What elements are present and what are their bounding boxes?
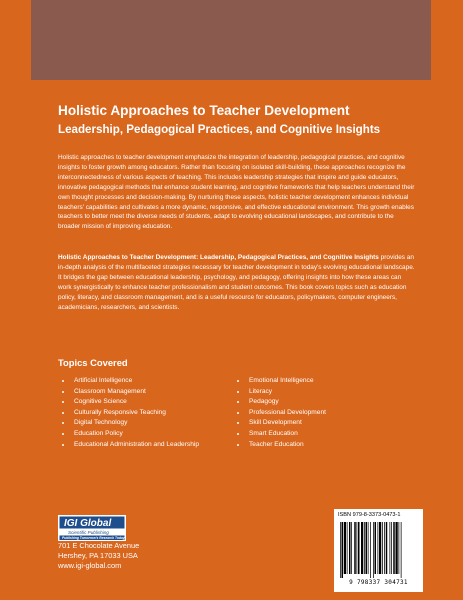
barcode-bar	[342, 522, 344, 578]
barcode-bar	[382, 522, 383, 574]
bullet-icon	[237, 401, 239, 403]
topic-item	[62, 418, 199, 429]
barcode-bar	[393, 522, 395, 574]
isbn-barcode	[334, 509, 423, 592]
barcode-bar	[373, 522, 374, 578]
topic-label: Professional Development	[249, 408, 326, 416]
publisher-website: www.igi-global.com	[58, 561, 122, 571]
topic-label: Classroom Management	[74, 387, 146, 395]
book-subtitle: Leadership, Pedagogical Practices, and Cognitive Insights	[58, 123, 381, 136]
bullet-icon	[237, 380, 239, 382]
barcode-bar	[366, 522, 368, 574]
barcode-bar	[349, 522, 351, 574]
barcode-bar	[390, 522, 391, 574]
topic-label: Pedagogy	[249, 398, 279, 406]
topic-label: Digital Technology	[74, 419, 128, 427]
barcode-bar	[358, 522, 360, 574]
topic-item	[62, 397, 199, 408]
bullet-icon	[237, 444, 239, 446]
barcode-bar	[344, 522, 346, 574]
bullet-icon	[62, 444, 64, 446]
topic-item	[62, 376, 199, 387]
bullet-icon	[237, 422, 239, 424]
barcode-bar	[361, 522, 363, 574]
topic-item	[62, 408, 199, 419]
topic-label: Education Policy	[74, 429, 123, 437]
barcode-bar	[384, 522, 385, 574]
topic-label: Teacher Education	[249, 440, 304, 448]
address-line-2: Hershey, PA 17033 USA	[58, 551, 138, 561]
topic-label: Cognitive Science	[74, 398, 127, 406]
barcode-bar	[351, 522, 352, 574]
topic-item	[237, 440, 326, 451]
bullet-icon	[62, 412, 64, 414]
logo-wordmark: IGI Global	[64, 518, 112, 529]
topic-item	[62, 429, 199, 440]
topic-label: Emotional Intelligence	[249, 377, 314, 384]
bullet-icon	[62, 433, 64, 435]
topic-label: Artificial Intelligence	[74, 377, 133, 384]
barcode-bar	[401, 522, 402, 578]
topic-item	[237, 387, 326, 398]
barcode-bar	[354, 522, 356, 574]
barcode-bar	[379, 522, 381, 574]
barcode-bar	[357, 522, 358, 574]
barcode-bar	[391, 522, 392, 574]
barcode-bar	[370, 522, 371, 578]
topic-item	[237, 397, 326, 408]
barcode-bar	[347, 522, 348, 574]
barcode-bars	[336, 520, 421, 578]
topic-label: Smart Education	[249, 429, 298, 437]
barcode-bar	[386, 522, 388, 574]
barcode-bar	[368, 522, 369, 574]
paragraph-2-bold-title: Holistic Approaches to Teacher Development: Leadership, Pedagogical Practices, and Cognitive Insights	[58, 254, 379, 261]
isbn-label: ISBN 979-8-3373-0473-1	[338, 512, 401, 518]
barcode-bar	[364, 522, 365, 574]
barcode-bar	[378, 522, 379, 574]
address-line-1: 701 E Chocolate Avenue	[58, 541, 140, 550]
logo-subtext: Scientific Publishing	[68, 530, 109, 535]
topic-item	[237, 408, 326, 419]
bullet-icon	[62, 401, 64, 403]
topics-list-right	[237, 376, 326, 450]
topic-label: Educational Administration and Leadership	[74, 440, 199, 448]
logo-tagline: Publishing Tomorrow's Research Today	[62, 536, 125, 541]
description-paragraph-1: Holistic approaches to teacher development emphasize the integration of leadership, pedagogical practices, and cognitive insights to foster growth among educators. Rather than focusing on isolated skill-building, these approaches recognize the interconnectedness of various aspects of teaching. This includes leadership strategies that inspire and guide educators, innovative pedagogical methods that enhance student learning, and cognitive frameworks that help teachers understand their own thought processes and decision-making. By nurturing these aspects, holistic teacher development enhances individual teachers' capabilities and cultivates a more dynamic, responsive, and effective educational environment. This growth enables teachers to better meet the diverse needs of students, adapt to evolving educational landscapes, and contribute to the broader mission of improving education.	[58, 154, 415, 231]
topic-label: Skill Development	[249, 419, 302, 427]
top-color-band	[31, 0, 431, 80]
bullet-icon	[62, 391, 64, 393]
topic-item	[62, 387, 199, 398]
publisher-logo	[58, 515, 126, 541]
barcode-bar	[396, 522, 398, 574]
paragraph-2-body: provides an in-depth analysis of the multifaceted strategies necessary for teacher development in today's evolving educational landscape. It bridges the gap between educational leadership, psychology, and pedagogy, offering insights into how these areas can work synergistically to enhance teacher professionalism and student outcomes. This book covers topics such as education policy, literacy, and classroom management, and is a useful resource for educators, policymakers, computer engineers, academicians, researchers, and scientists.	[58, 254, 415, 311]
barcode-bar	[375, 522, 377, 574]
bullet-icon	[237, 433, 239, 435]
topic-item	[237, 376, 326, 387]
book-title: Holistic Approaches to Teacher Development	[58, 103, 350, 118]
bullet-icon	[62, 422, 64, 424]
topic-item	[237, 418, 326, 429]
topic-label: Culturally Responsive Teaching	[74, 408, 166, 416]
topic-item	[62, 440, 199, 451]
barcode-digits: 9 798337 304731	[349, 579, 408, 586]
topics-heading: Topics Covered	[58, 357, 128, 368]
barcode-bar	[340, 522, 341, 578]
topic-label: Literacy	[249, 387, 273, 395]
bullet-icon	[237, 412, 239, 414]
description-paragraph-2	[58, 253, 416, 312]
bullet-icon	[62, 380, 64, 382]
topics-list-left	[62, 376, 199, 450]
publisher-address	[58, 541, 139, 572]
topic-item	[237, 429, 326, 440]
bullet-icon	[237, 391, 239, 393]
barcode-bar	[399, 522, 400, 574]
